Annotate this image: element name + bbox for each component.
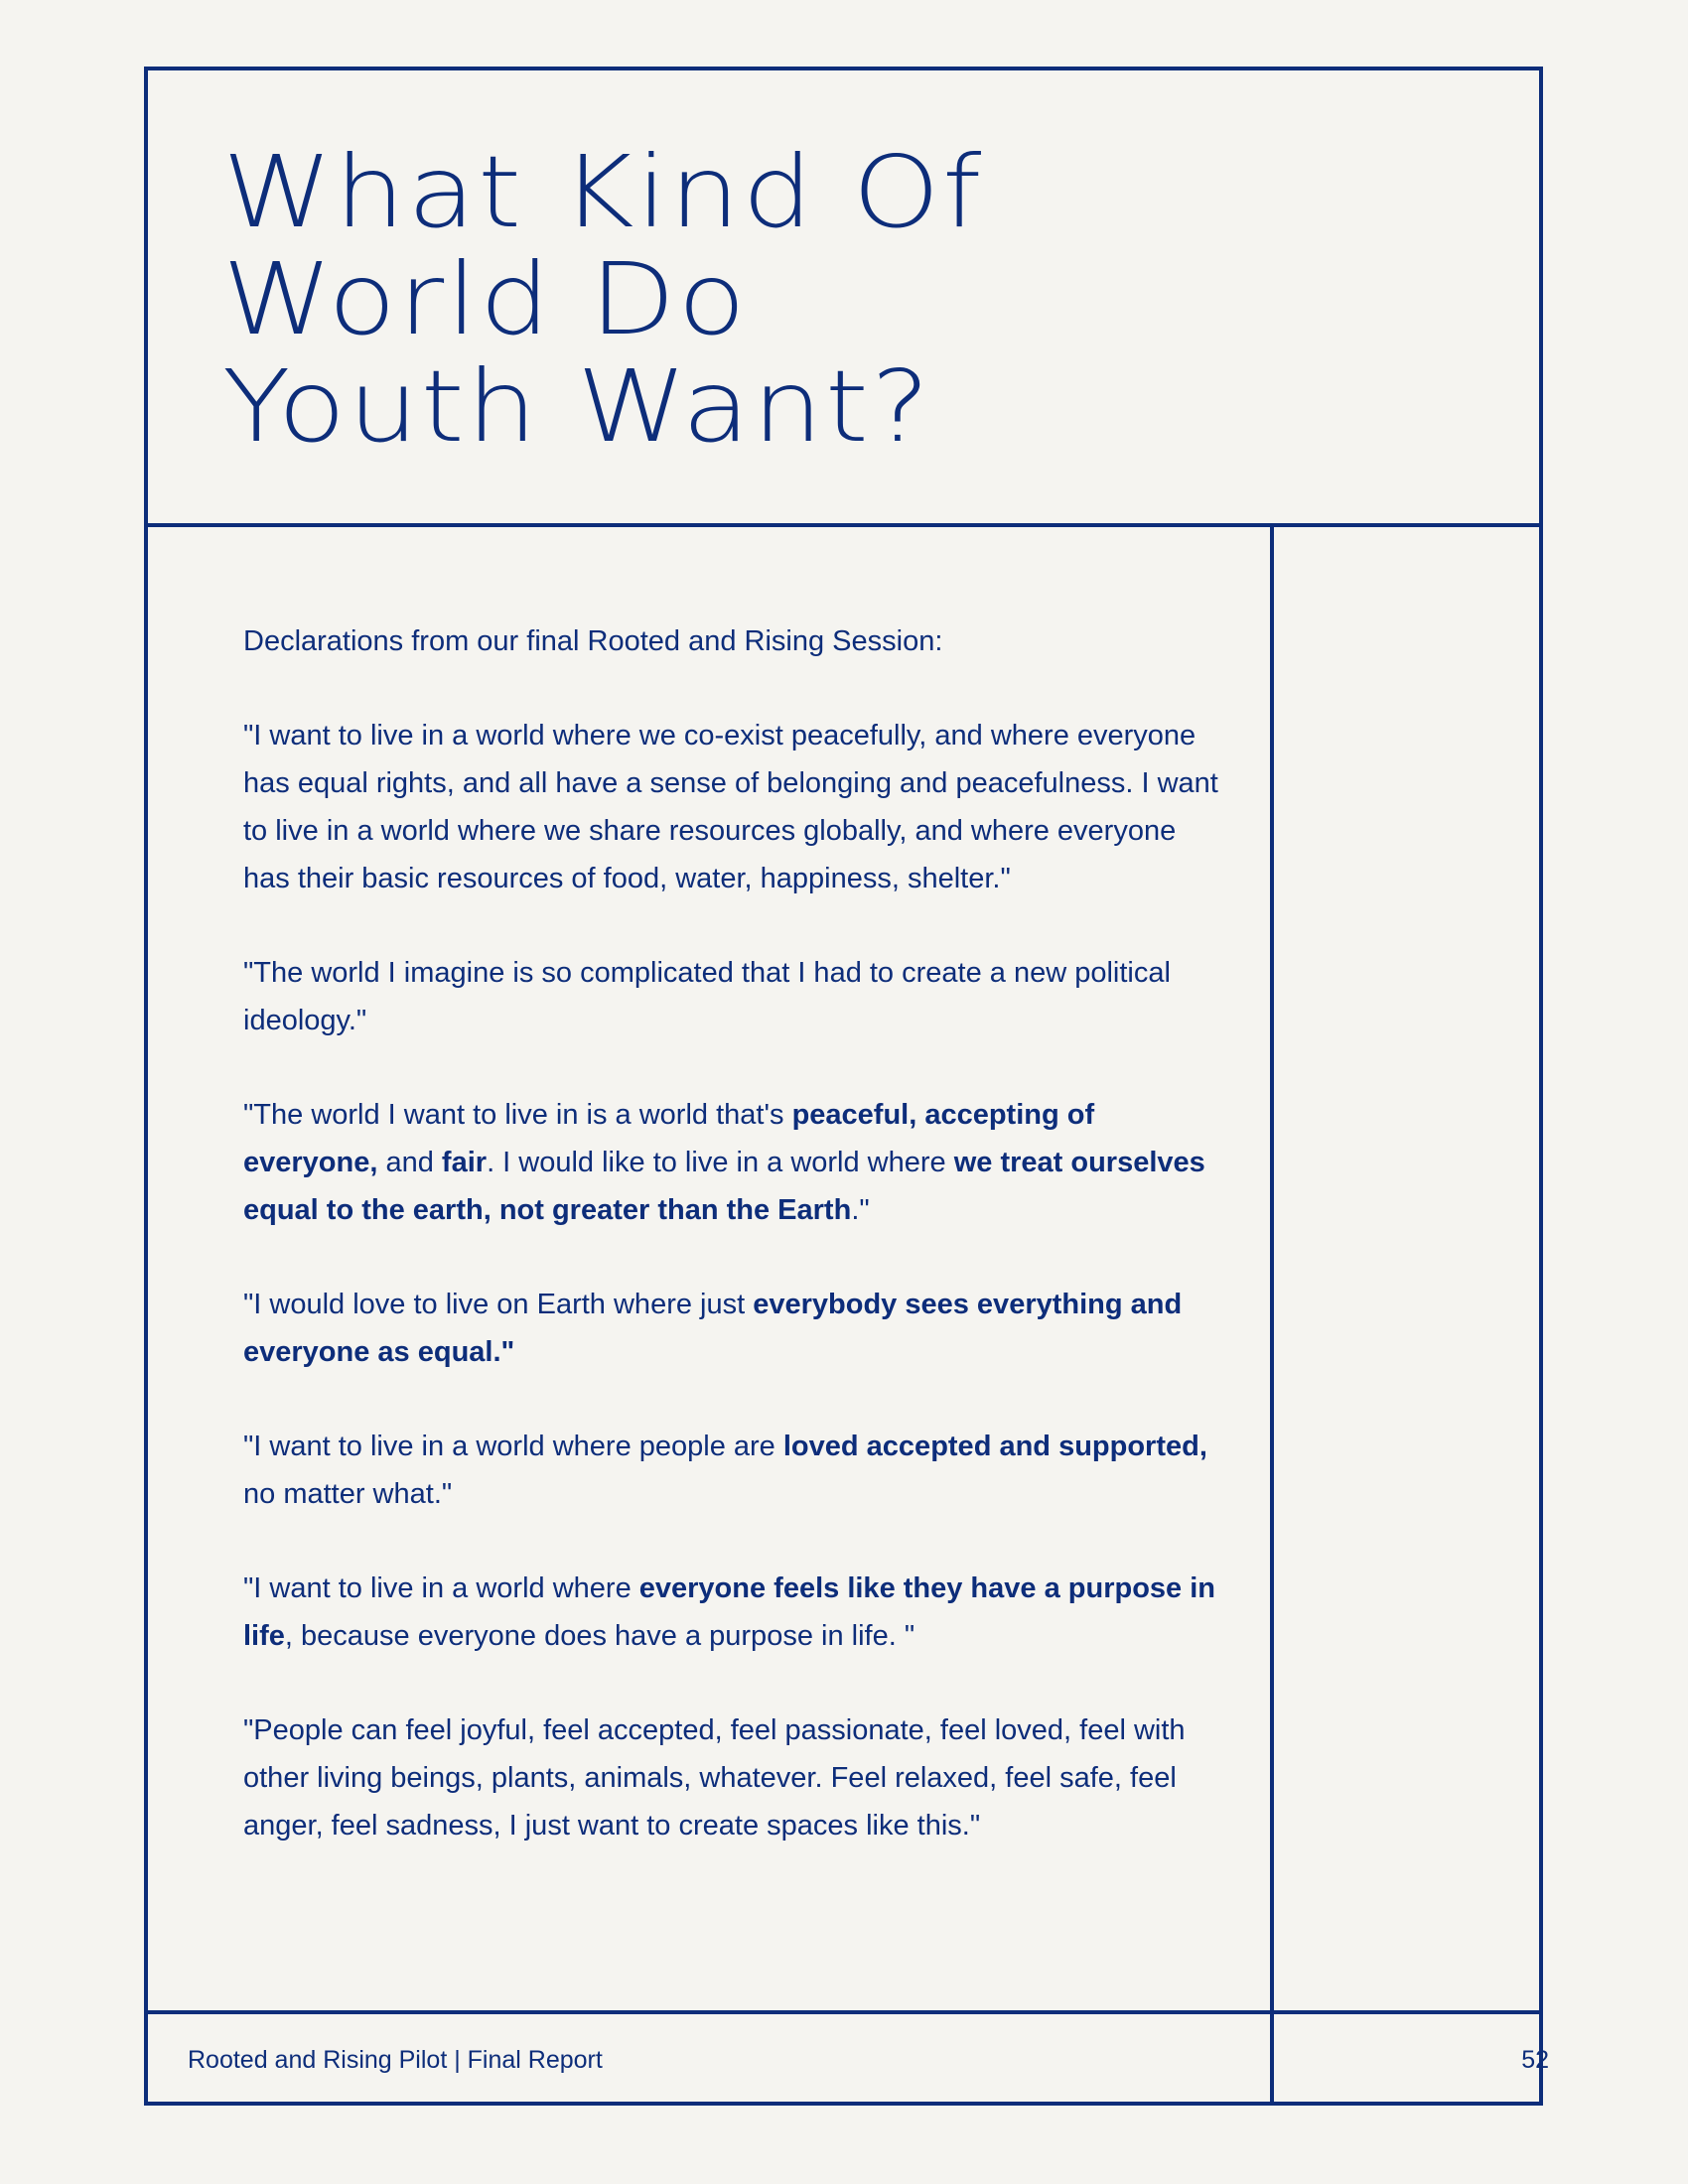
quote-emphasis: everybody sees everything and everyone as equal." (243, 1289, 1183, 1368)
title-divider (144, 523, 1543, 527)
quote-emphasis: we treat ourselves equal to the earth, not greater than the Earth (243, 1147, 1205, 1226)
title-line: What Kind Of (222, 134, 984, 250)
declarations-body (243, 617, 1221, 1896)
quote-text: , because everyone does have a purpose in life. " (284, 1620, 915, 1652)
page-number: 52 (1521, 2046, 1549, 2074)
quote-text: "The world I imagine is so complicated that I had to create a new political ideology." (243, 957, 1171, 1036)
page-title (222, 134, 1446, 465)
quote-text: "The world I want to live in is a world that's (243, 1099, 792, 1131)
quote-text: . I would like to live in a world where (487, 1147, 954, 1178)
quote-emphasis: loved accepted and supported, (782, 1431, 1207, 1462)
quote-text: no matter what." (243, 1478, 453, 1510)
quote-emphasis: peaceful, accepting of everyone, (243, 1099, 1095, 1178)
quote-text: "I would love to live on Earth where just (243, 1289, 754, 1320)
quote-paragraph (243, 1423, 1221, 1518)
quote-text: and (377, 1147, 442, 1178)
quote-text: "People can feel joyful, feel accepted, feel passionate, feel loved, feel with other living beings, plants, animals, whatever. Feel relaxed, feel safe, feel anger, feel sadness, I just want to create spaces like this." (243, 1714, 1186, 1842)
quote-paragraph (243, 712, 1221, 902)
intro-text: Declarations from our final Rooted and Rising Session: (243, 625, 943, 657)
right-column-divider (1270, 523, 1274, 2106)
quote-paragraph (243, 1565, 1221, 1660)
quote-paragraph (243, 949, 1221, 1044)
quote-text: "I want to live in a world where we co-exist peacefully, and where everyone has equal rights, and all have a sense of belonging and peacefulness. I want to live in a world where we share resources globally, and where everyone has their basic resources of food, water, happiness, shelter." (243, 720, 1218, 894)
quote-paragraph (243, 1091, 1221, 1234)
quote-text: ." (851, 1194, 870, 1226)
title-line: Youth Want? (222, 348, 932, 465)
title-line: World Do (222, 241, 749, 357)
footer-report-title: Rooted and Rising Pilot | Final Report (188, 2046, 603, 2074)
quote-list (243, 712, 1221, 1849)
quote-paragraph (243, 1281, 1221, 1376)
footer-divider (144, 2010, 1543, 2014)
quote-paragraph (243, 1706, 1221, 1849)
quote-emphasis: fair (441, 1147, 488, 1178)
quote-text: "I want to live in a world where people are (243, 1431, 783, 1462)
quote-text: "I want to live in a world where (243, 1572, 639, 1604)
quote-emphasis: everyone feels like they have a purpose in life (243, 1572, 1216, 1652)
